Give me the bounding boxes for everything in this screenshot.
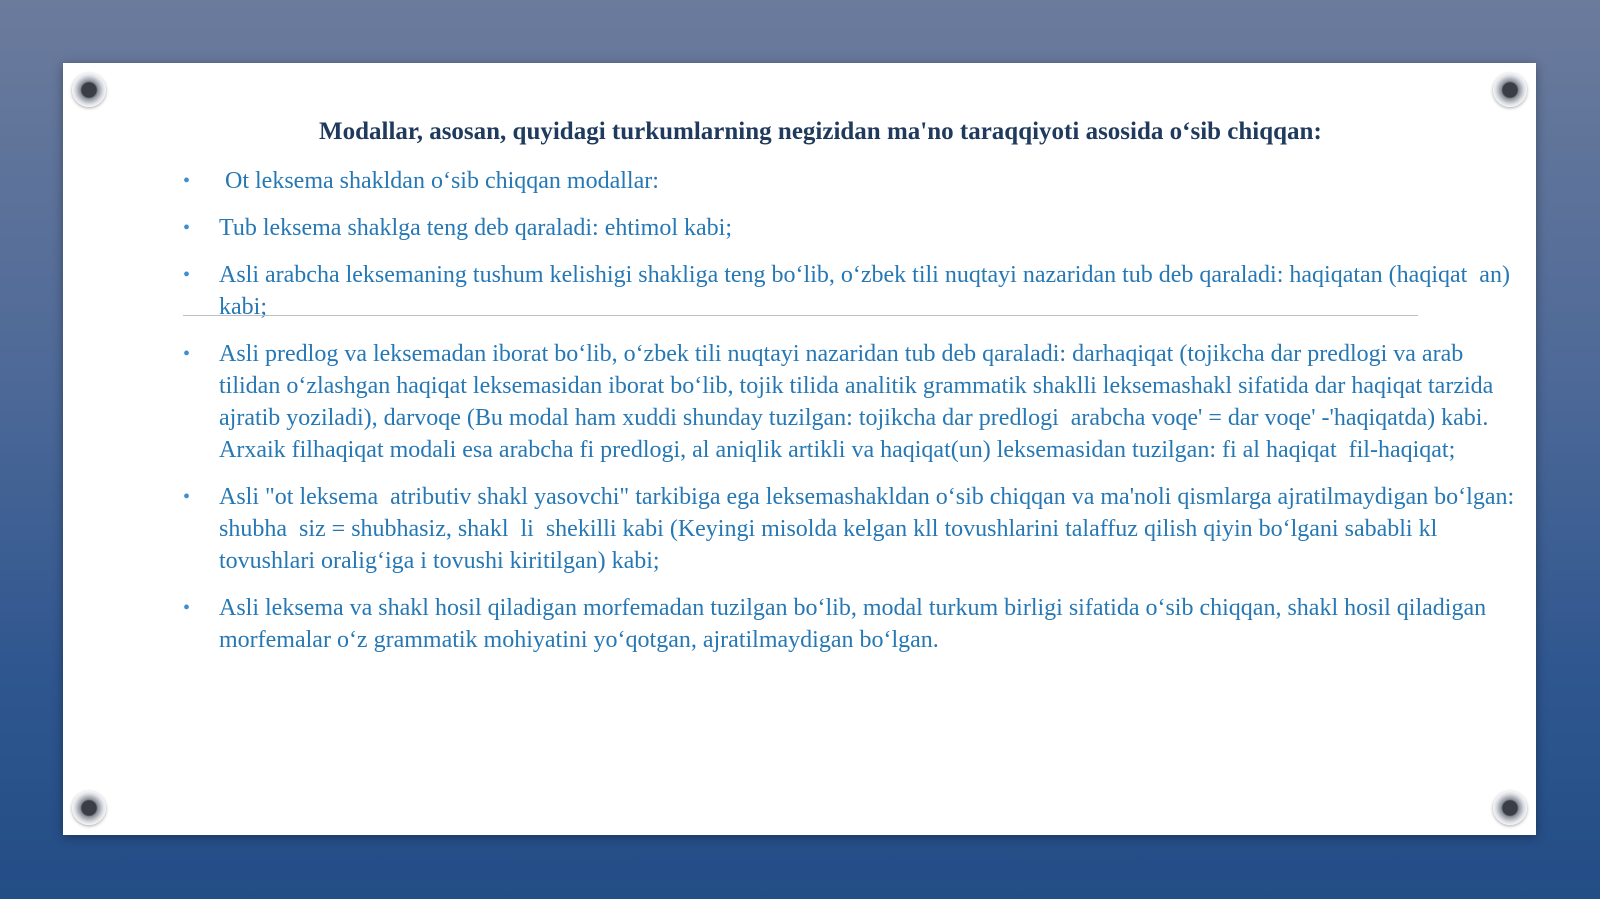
bullet-icon: •	[183, 597, 191, 619]
bullet-text: Asli leksema va shakl hosil qiladigan morfemadan tuzilgan bo‘lib, modal turkum birligi sifatida o‘sib chiqqan, shakl hosil qiladigan morfemalar o‘z grammatik mohiyatini yo‘qotgan, ajratilmaydigan bo‘lgan.	[219, 595, 1487, 653]
bullet-item	[183, 481, 1523, 577]
bullet-item	[183, 592, 1523, 656]
bullet-icon: •	[183, 170, 191, 192]
screw-icon	[1493, 73, 1527, 107]
bullet-list	[183, 165, 1523, 671]
screw-icon	[1493, 791, 1527, 825]
bullet-text: Asli arabcha leksemaning tushum kelishigi shakliga teng bo‘lib, o‘zbek tili nuqtayi nazaridan tub deb qaraladi: haqiqatan (haqiqat an) kabi;	[219, 262, 1516, 320]
screw-icon	[72, 791, 106, 825]
bullet-item	[183, 212, 1523, 244]
slide-title: Modallar, asosan, quyidagi turkumlarning negizidan ma'no taraqqiyoti asosida o‘sib chiqqan:	[319, 118, 1322, 145]
bullet-icon: •	[183, 486, 191, 508]
bullet-text: Asli "ot leksema atributiv shakl yasovchi" tarkibiga ega leksemashakldan o‘sib chiqqan va ma'noli qismlarga ajratilmaydigan bo‘lgan: shubha siz = shubhasiz, shakl li shekilli kabi (Keyingi misolda kelgan kll tovushlarini talaffuz qilish qiyin bo‘lgani sababli kl tovushlari oralig‘iga i tovushi kiritilgan) kabi;	[219, 484, 1521, 574]
divider-line	[183, 315, 1418, 316]
bullet-icon: •	[183, 217, 191, 239]
bullet-icon: •	[183, 343, 191, 365]
bullet-item	[183, 259, 1523, 323]
bullet-text: Asli predlog va leksemadan iborat bo‘lib, o‘zbek tili nuqtayi nazaridan tub deb qaraladi: darhaqiqat (tojikcha dar predlogi va arab tilidan o‘zlashgan haqiqat leksemasidan iborat bo‘lib, tojik tilida analitik grammatik shaklli leksemashakl sifatida dar haqiqat tarzida ajratib yoziladi), darvoqe (Bu modal ham xuddi shunday tuzilgan: tojikcha dar predlogi arabcha voqe' = dar voqe' -'haqiqatda) kabi. Arxaik filhaqiqat modali esa arabcha fi predlogi, al aniqlik artikli va haqiqat(un) leksemasidan tuzilgan: fi al haqiqat fil-haqiqat;	[219, 341, 1500, 463]
bullet-text: Tub leksema shaklga teng deb qaraladi: ehtimol kabi;	[219, 215, 732, 241]
bullet-icon: •	[183, 264, 191, 286]
bullet-item	[183, 338, 1523, 466]
bullet-item	[183, 165, 1523, 197]
bullet-text: Ot leksema shakldan o‘sib chiqqan modallar:	[219, 168, 659, 194]
screw-icon	[72, 73, 106, 107]
slide-board	[63, 63, 1536, 835]
